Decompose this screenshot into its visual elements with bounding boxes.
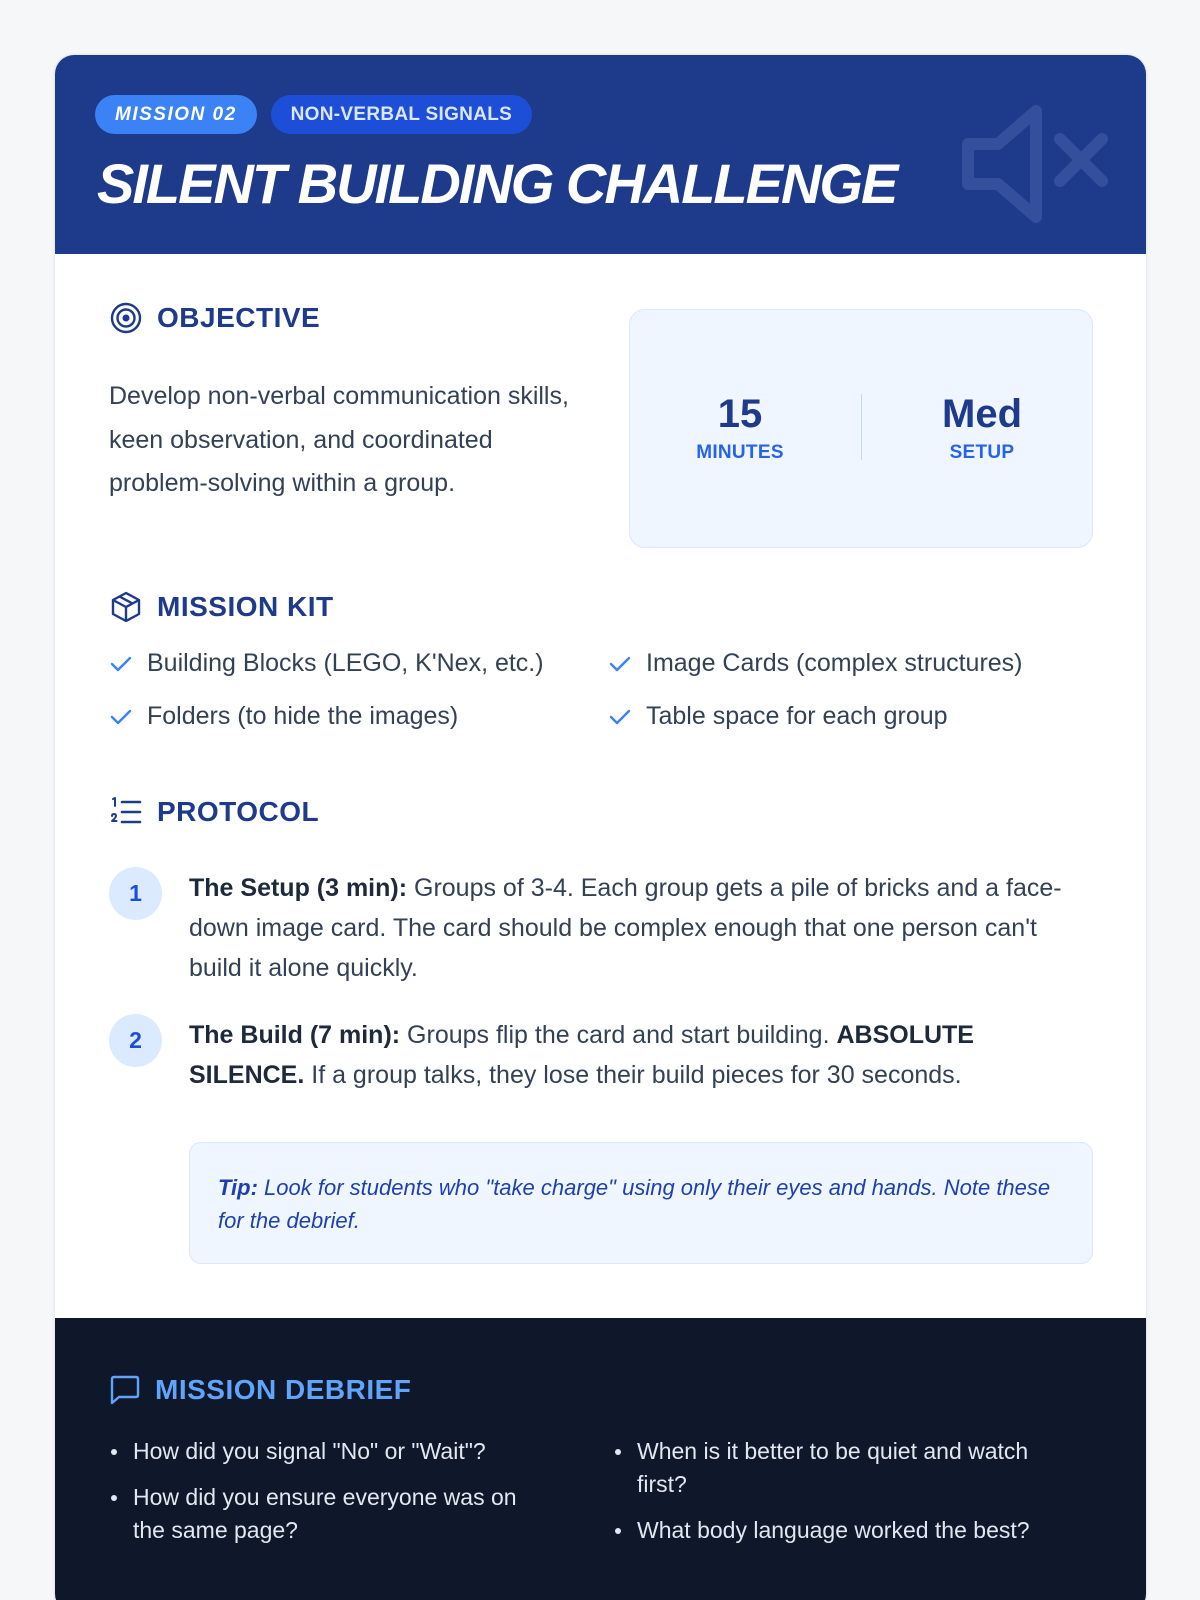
step-body-continued: If a group talks, they lose their build pieces for 30 seconds. xyxy=(304,1061,962,1089)
stat-divider xyxy=(861,394,862,460)
page-title: SILENT BUILDING CHALLENGE xyxy=(97,152,897,215)
objective-text: Develop non-verbal communication skills, keen observation, and coordinated problem-solving within a group. xyxy=(109,382,569,497)
check-icon xyxy=(109,652,133,676)
facilitator-tip xyxy=(189,1142,1093,1264)
header-badges xyxy=(95,95,532,134)
step-body: Groups flip the card and start building. xyxy=(400,1021,837,1049)
kit-item xyxy=(109,649,544,678)
check-icon xyxy=(608,705,632,729)
stat-label: MINUTES xyxy=(696,442,784,463)
debrief-heading-label: MISSION DEBRIEF xyxy=(155,1374,412,1405)
check-icon xyxy=(109,705,133,729)
protocol-step xyxy=(189,868,1089,988)
objective-heading xyxy=(109,301,320,335)
stat-duration xyxy=(640,390,840,464)
stat-label: SETUP xyxy=(949,442,1015,463)
protocol-heading-label: PROTOCOL xyxy=(157,796,320,827)
step-body: Groups of 3-4. Each group gets a pile of bricks and a face-down image card. The card should be complex enough that one person can't build it alone quickly. xyxy=(189,874,1062,982)
objective-heading-label: OBJECTIVE xyxy=(157,302,321,333)
kit-item xyxy=(608,702,948,731)
debrief-question: How did you ensure everyone was on the same page? xyxy=(109,1481,549,1547)
kit-item-label: Building Blocks (LEGO, K'Nex, etc.) xyxy=(147,649,544,677)
step-title: The Build (7 min): xyxy=(189,1021,401,1049)
check-icon xyxy=(608,652,632,676)
target-icon xyxy=(109,301,143,335)
debrief-question: When is it better to be quiet and watch first? xyxy=(613,1435,1073,1501)
kit-item xyxy=(109,702,458,731)
stat-value: 15 xyxy=(717,392,763,436)
stat-value: Med xyxy=(942,392,1022,436)
chat-bubble-icon xyxy=(107,1373,141,1407)
debrief-heading xyxy=(107,1373,411,1407)
kit-item xyxy=(608,649,1023,678)
debrief-question: How did you signal "No" or "Wait"? xyxy=(109,1435,549,1468)
stats-panel xyxy=(629,309,1093,548)
kit-heading xyxy=(109,590,334,624)
kit-item-label: Table space for each group xyxy=(646,702,948,730)
kit-item-label: Image Cards (complex structures) xyxy=(646,649,1023,677)
debrief-question: What body language worked the best? xyxy=(613,1514,1073,1547)
protocol-heading xyxy=(109,795,319,829)
numbered-list-icon xyxy=(109,795,143,829)
kit-item-label: Folders (to hide the images) xyxy=(147,702,459,730)
category-badge: NON-VERBAL SIGNALS xyxy=(271,95,532,134)
mission-header xyxy=(55,55,1146,254)
step-number: 2 xyxy=(109,1014,162,1067)
step-number: 1 xyxy=(109,867,162,920)
stat-setup xyxy=(882,390,1082,464)
mission-number-badge: MISSION 02 xyxy=(95,95,257,134)
tip-text: Look for students who "take charge" using only their eyes and hands. Note these for the debrief. xyxy=(218,1175,1051,1233)
debrief-section xyxy=(55,1318,1146,1600)
package-icon xyxy=(109,590,143,624)
mission-card xyxy=(54,54,1147,1600)
tip-label: Tip: xyxy=(218,1175,258,1200)
volume-mute-icon xyxy=(958,99,1118,229)
step-emphasis: ABSOLUTE SILENCE. xyxy=(189,1021,974,1089)
kit-heading-label: MISSION KIT xyxy=(157,591,334,622)
protocol-step xyxy=(189,1015,1089,1095)
step-title: The Setup (3 min): xyxy=(189,874,408,902)
